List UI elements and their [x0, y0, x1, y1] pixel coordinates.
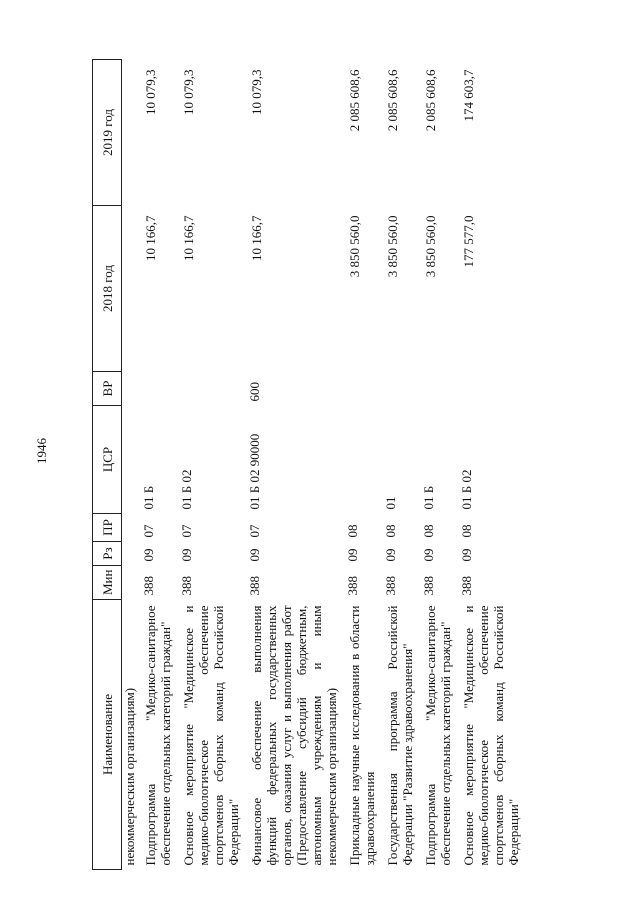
header-2019: 2019 год — [93, 60, 122, 206]
table-row — [345, 60, 383, 870]
row-csr: 01 Б 02 — [179, 469, 194, 510]
row-name: Подпрограмма "Медико-санитарное обеспечение отдельных категорий граждан" — [423, 605, 453, 866]
row-vr: 600 — [247, 382, 262, 402]
budget-table — [92, 59, 527, 870]
header-name: Наименование — [93, 600, 122, 870]
row-min: 388 — [141, 576, 156, 596]
row-name: Основное мероприятие "Медицинское и медико-биологическое обеспечение спортсменов сборных команд Российской Федерации" — [461, 605, 521, 866]
row-name: Прикладные научные исследования в области здравоохранения — [347, 605, 377, 866]
row-pr: 07 — [247, 524, 262, 538]
row-vr — [179, 372, 247, 406]
row-vr — [459, 372, 527, 406]
row-2019: 174 603,7 — [461, 69, 476, 122]
row-csr: 01 — [383, 496, 398, 510]
row-pr: 08 — [345, 524, 360, 538]
table-row — [247, 60, 345, 870]
row-name: Государственная программа Российской Федерации "Развитие здравоохранения" — [385, 605, 415, 866]
row-2018: 177 577,0 — [461, 215, 476, 268]
row-csr: 01 Б — [421, 485, 436, 510]
header-rz: Рз — [93, 542, 122, 566]
row-pr: 08 — [459, 524, 474, 538]
row-rz — [122, 542, 142, 566]
row-pr — [122, 514, 142, 542]
row-2019: 10 079,3 — [143, 69, 158, 115]
row-2018: 10 166,7 — [143, 215, 158, 261]
header-vr: ВР — [93, 372, 122, 406]
table-header — [93, 60, 122, 870]
table-row — [421, 60, 459, 870]
row-min: 388 — [247, 576, 262, 596]
row-pr: 07 — [179, 524, 194, 538]
row-vr — [345, 372, 383, 406]
row-vr — [383, 372, 421, 406]
row-min: 388 — [383, 576, 398, 596]
row-vr — [421, 372, 459, 406]
row-csr — [345, 406, 383, 514]
row-rz: 09 — [141, 548, 156, 562]
row-rz: 09 — [247, 548, 262, 562]
table-row — [383, 60, 421, 870]
table-row — [122, 60, 142, 870]
row-pr: 08 — [383, 524, 398, 538]
row-vr — [141, 372, 179, 406]
row-csr — [122, 406, 142, 514]
row-2018: 10 166,7 — [181, 215, 196, 261]
header-min: Мин — [93, 566, 122, 600]
table-row — [141, 60, 179, 870]
row-min: 388 — [421, 576, 436, 596]
table-row — [459, 60, 527, 870]
row-name: Подпрограмма "Медико-санитарное обеспечение отдельных категорий граждан" — [143, 605, 173, 866]
table-row — [179, 60, 247, 870]
row-rz: 09 — [383, 548, 398, 562]
row-name: Финансовое обеспечение выполнения функций федеральных государственных органов, оказания услуг и выполнения работ (Предоставление субсидий бюджетным, автономным учреждениям и иным некоммерческим организациям) — [249, 605, 339, 866]
row-2019 — [122, 60, 142, 206]
row-vr — [122, 372, 142, 406]
header-2018: 2018 год — [93, 206, 122, 372]
row-2018: 3 850 560,0 — [423, 215, 438, 278]
row-min: 388 — [459, 576, 474, 596]
row-2018: 3 850 560,0 — [347, 215, 362, 278]
row-min: 388 — [179, 576, 194, 596]
row-rz: 09 — [179, 548, 194, 562]
row-name: некоммерческим организациям) — [122, 687, 137, 866]
row-2018 — [122, 206, 142, 372]
row-2019: 10 079,3 — [181, 69, 196, 115]
row-rz: 09 — [459, 548, 474, 562]
row-name: Основное мероприятие "Медицинское и медико-биологическое обеспечение спортсменов сборных команд Российской Федерации" — [181, 605, 241, 866]
row-2019: 2 085 608,6 — [385, 69, 400, 132]
header-pr: ПР — [93, 514, 122, 542]
row-2019: 2 085 608,6 — [347, 69, 362, 132]
row-pr: 08 — [421, 524, 436, 538]
row-csr: 01 Б — [141, 485, 156, 510]
row-min — [122, 566, 142, 600]
row-2018: 10 166,7 — [249, 215, 264, 261]
row-pr: 07 — [141, 524, 156, 538]
page-number: 1946 — [34, 438, 49, 464]
row-rz: 09 — [421, 548, 436, 562]
header-csr: ЦСР — [93, 406, 122, 514]
row-csr: 01 Б 02 — [459, 469, 474, 510]
row-2018: 3 850 560,0 — [385, 215, 400, 278]
row-2019: 2 085 608,6 — [423, 69, 438, 132]
row-csr: 01 Б 02 90000 — [247, 433, 262, 510]
row-2019: 10 079,3 — [249, 69, 264, 115]
rotated-page-content — [92, 60, 546, 870]
row-rz: 09 — [345, 548, 360, 562]
row-min: 388 — [345, 576, 360, 596]
